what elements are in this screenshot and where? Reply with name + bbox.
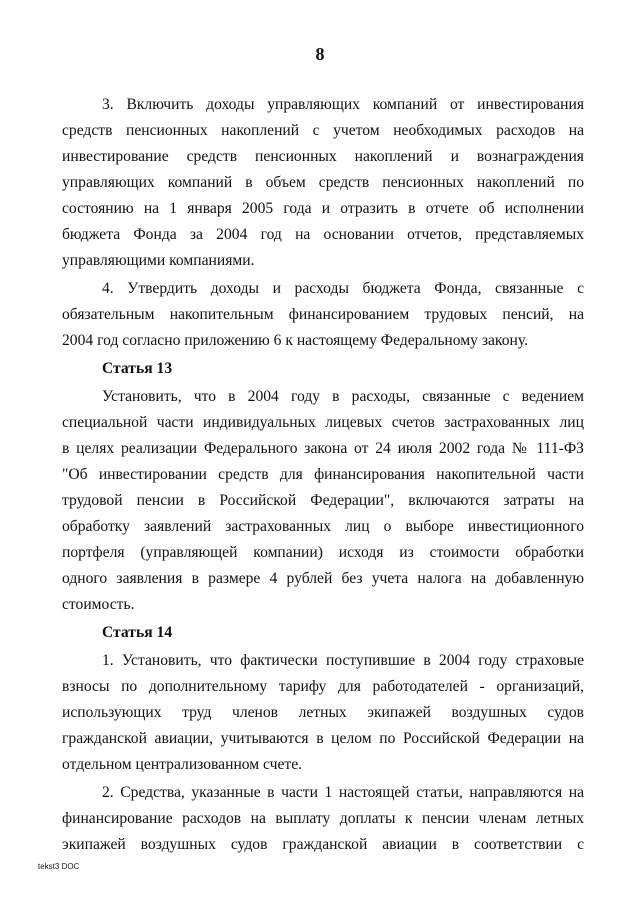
- text-line: 3. Включить доходы управляющих компаний от инвестирования: [102, 96, 584, 113]
- text-line: использующих труд членов летных экипажей воздушных судов: [62, 704, 584, 721]
- text-line: инвестирование средств пенсионных накоплений и вознаграждения: [62, 148, 584, 165]
- text-line: состоянию на 1 января 2005 года и отразить в отчете об исполнении: [62, 200, 584, 217]
- text-line: трудовой пенсии в Российской Федерации", включаются затраты на: [62, 492, 584, 509]
- footer-file-label: tekst3 DOC: [38, 862, 80, 871]
- paragraph: [62, 384, 584, 618]
- text-line: "Об инвестировании средств для финансирования накопительной части: [62, 466, 584, 483]
- text-line: финансирование расходов на выплату доплаты к пенсии членам летных: [62, 810, 584, 827]
- page-number: 8: [315, 44, 325, 64]
- text-line: обязательным накопительным финансированием трудовых пенсий, на: [62, 306, 584, 323]
- text-line: в целях реализации Федерального закона от 24 июля 2002 года № 111-ФЗ: [62, 440, 584, 457]
- text-line: 1. Установить, что фактически поступившие в 2004 году страховые: [102, 652, 584, 669]
- text-line: взносы по дополнительному тарифу для работодателей - организаций,: [62, 678, 584, 695]
- text-line: 2004 год согласно приложению 6 к настоящему Федеральному закону.: [62, 332, 528, 349]
- paragraph: [62, 276, 584, 354]
- text-line: управляющими компаниями.: [62, 252, 255, 269]
- document-body: [62, 92, 584, 860]
- text-line: портфеля (управляющей компании) исходя из стоимости обработки: [62, 544, 584, 561]
- text-line: средств пенсионных накоплений с учетом необходимых расходов на: [62, 122, 584, 139]
- article-heading: Статья 13: [102, 360, 173, 377]
- text-line: отдельном централизованном счете.: [62, 756, 303, 773]
- text-line: управляющих компаний в объем средств пенсионных накоплений по: [62, 174, 584, 191]
- text-line: 4. Утвердить доходы и расходы бюджета Фонда, связанные с: [102, 280, 584, 297]
- text-line: гражданской авиации, учитываются в целом по Российской Федерации на: [62, 730, 584, 747]
- article-heading: Статья 14: [102, 624, 173, 641]
- paragraph: [62, 648, 584, 778]
- paragraph: [62, 780, 584, 858]
- paragraph: [62, 92, 584, 274]
- text-line: одного заявления в размере 4 рублей без учета налога на добавленную: [62, 570, 584, 587]
- text-line: обработку заявлений застрахованных лиц о выборе инвестиционного: [62, 518, 584, 535]
- text-line: бюджета Фонда за 2004 год на основании отчетов, представляемых: [62, 226, 584, 243]
- text-line: Установить, что в 2004 году в расходы, связанные с ведением: [102, 388, 584, 405]
- text-line: экипажей воздушных судов гражданской авиации в соответствии с: [62, 836, 584, 853]
- text-line: специальной части индивидуальных лицевых счетов застрахованных лиц: [62, 414, 584, 431]
- text-line: стоимость.: [62, 596, 135, 613]
- text-line: 2. Средства, указанные в части 1 настоящей статьи, направляются на: [102, 784, 584, 801]
